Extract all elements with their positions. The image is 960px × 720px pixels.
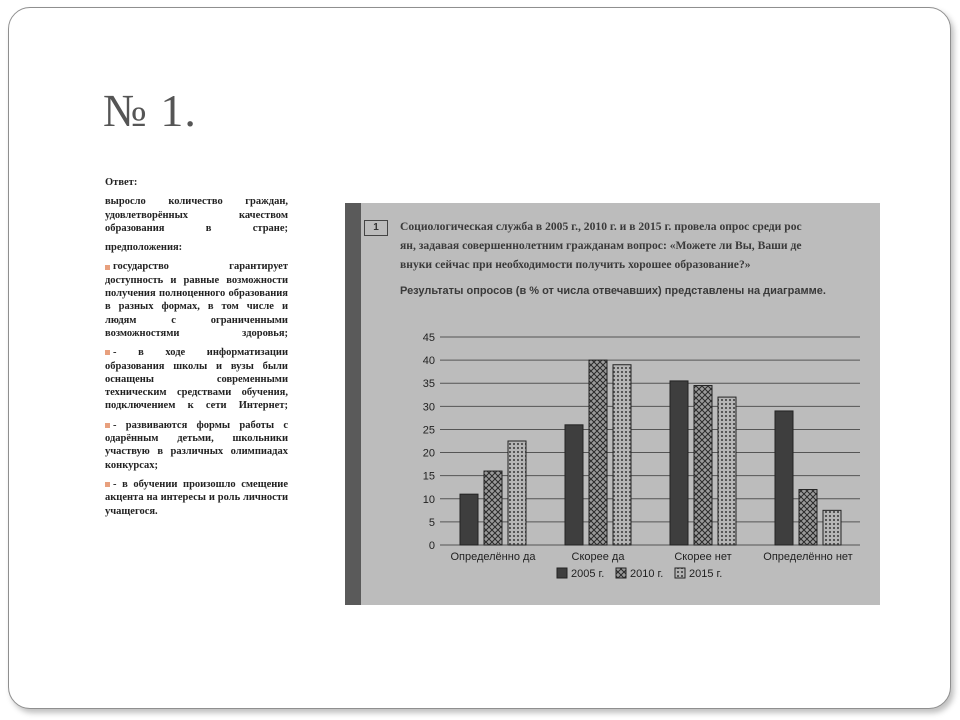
bullet-item xyxy=(105,478,288,518)
bullet-item xyxy=(105,260,288,340)
bar xyxy=(484,471,502,545)
category-label: Скорее нет xyxy=(674,551,732,563)
bar xyxy=(694,386,712,545)
bar-chart xyxy=(345,203,880,605)
question-line: внуки сейчас при необходимости получить хорошее образование?» xyxy=(400,258,751,271)
y-tick-label: 15 xyxy=(422,470,435,483)
question-line: ян, задавая совершеннолетним гражданам вопрос: «Можете ли Вы, Ваши де xyxy=(400,239,802,252)
bullet-text: - в ходе информатизации образования школы и вузы были оснащены современными техническим средствами обучения, подключением к сети Интернет; xyxy=(105,347,288,412)
chart-caption: Результаты опросов (в % от числа отвечавших) представлены на диаграмме. xyxy=(400,285,826,297)
bar xyxy=(775,411,793,545)
bar xyxy=(589,360,607,545)
bar xyxy=(565,425,583,545)
bar xyxy=(799,490,817,545)
task-number-box: 1 xyxy=(364,220,388,236)
category-label: Определённо да xyxy=(450,551,536,563)
y-tick-label: 25 xyxy=(422,424,435,437)
slide-title: № 1. xyxy=(103,85,197,136)
bullet-text: - в обучении произошло смещение акцента на интересы и роль личности учащегося. xyxy=(105,478,288,517)
y-tick-label: 35 xyxy=(422,378,435,391)
y-tick-label: 0 xyxy=(428,540,435,552)
bullet-square-icon xyxy=(105,482,110,487)
bar xyxy=(508,441,526,545)
y-tick-label: 40 xyxy=(422,355,435,368)
bar xyxy=(823,510,841,545)
bar xyxy=(613,365,631,545)
legend-swatch xyxy=(616,568,626,578)
y-tick-label: 30 xyxy=(422,401,435,414)
answer-text: выросло количество граждан, удовлетворённых качеством образования в стране; xyxy=(105,196,288,234)
bullet-item xyxy=(105,419,288,472)
bullet-square-icon xyxy=(105,423,110,428)
textbook-photo xyxy=(345,203,880,605)
bar xyxy=(718,397,736,545)
y-tick-label: 45 xyxy=(422,332,435,344)
y-tick-label: 10 xyxy=(422,493,435,506)
y-tick-label: 20 xyxy=(422,447,435,460)
answer-text-column xyxy=(105,176,288,524)
question-line: Социологическая служба в 2005 г., 2010 г. и в 2015 г. провела опрос среди рос xyxy=(400,220,802,233)
bar xyxy=(460,494,478,545)
category-label: Скорее да xyxy=(571,551,625,563)
bullet-text: государство гарантирует доступность и равные возможности получения полноценного образования в разных формах, в том числе и людям с ограниченными возможностями здоровья; xyxy=(105,261,288,339)
bullet-square-icon xyxy=(105,265,110,270)
assumptions-label: предположения: xyxy=(105,242,183,254)
legend-swatch xyxy=(557,568,567,578)
bullet-square-icon xyxy=(105,350,110,355)
bar xyxy=(670,381,688,545)
bullet-text: - развиваются формы работы с одарённым детьми, школьники участвую в различных олимпиадах конкурсах; xyxy=(105,419,288,471)
answer-label: Ответ: xyxy=(105,177,138,188)
legend-label: 2015 г. xyxy=(689,568,723,580)
category-label: Определённо нет xyxy=(763,551,853,563)
y-tick-label: 5 xyxy=(428,516,435,529)
bullet-item xyxy=(105,346,288,412)
legend-label: 2005 г. xyxy=(571,568,605,580)
legend-swatch xyxy=(675,568,685,578)
legend-label: 2010 г. xyxy=(630,568,664,580)
